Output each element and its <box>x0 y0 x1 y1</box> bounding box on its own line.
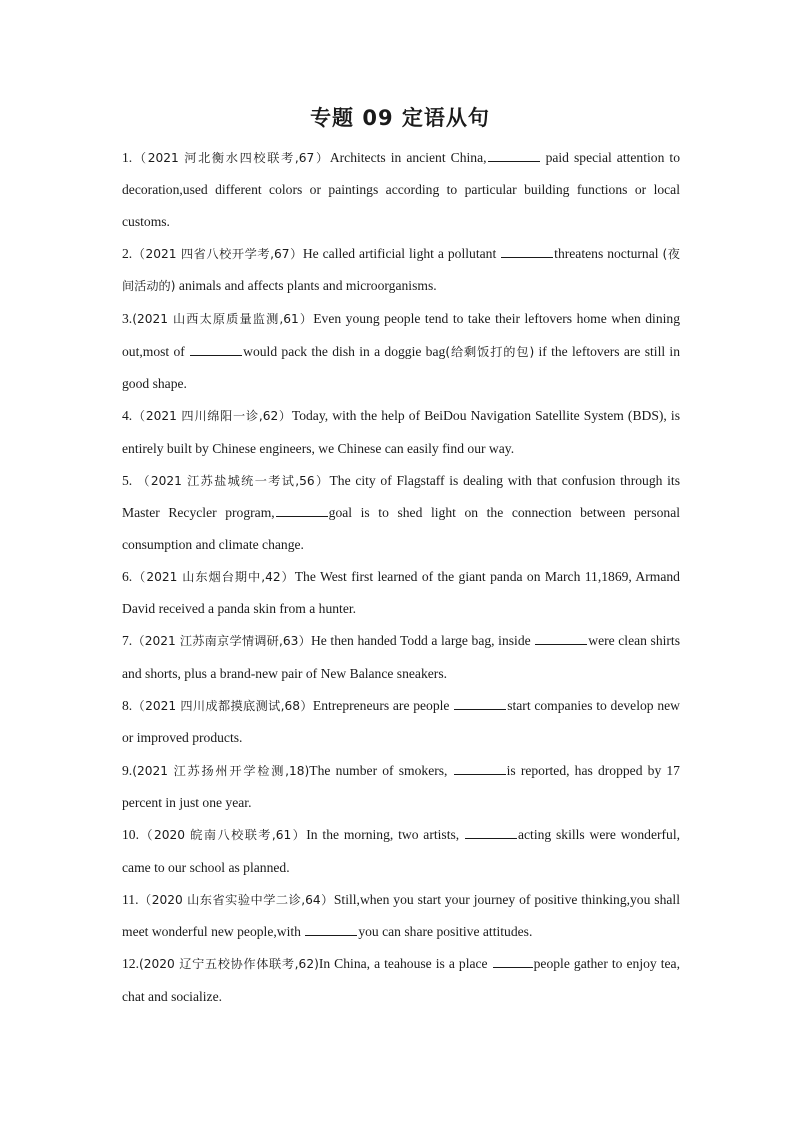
question-source: (2021 江苏扬州开学检测,18) <box>132 763 310 778</box>
question-text-after: you can share positive attitudes. <box>358 924 533 940</box>
question-item-10 <box>122 819 680 883</box>
question-item-3 <box>122 303 680 399</box>
question-text-before: Architects in ancient China, <box>329 150 487 165</box>
question-text-after: were clean shirts and shorts, plus a brand-new pair of New Balance sneakers. <box>122 633 680 681</box>
question-text-before: He called artificial light a pollutant <box>302 245 501 261</box>
question-text-before: He then handed Todd a large bag, inside <box>310 633 535 649</box>
question-number: 11. <box>122 891 139 907</box>
question-source: （2020 皖南八校联考,61） <box>139 828 307 843</box>
question-item-6 <box>122 561 680 625</box>
question-text-after: paid special attention to decoration,used different colors or paintings according to particular building functions or local customs. <box>122 150 680 229</box>
chinese-gloss: (给剩饭打的包) <box>445 344 535 359</box>
question-text-before: In China, a teahouse is a place <box>318 956 492 972</box>
question-text-tail: if the leftovers are still in good shape. <box>122 343 681 392</box>
question-source: （2021 四川绵阳一诊,62） <box>132 409 292 424</box>
question-item-4 <box>122 400 680 464</box>
question-text-after: people gather to enjoy tea, chat and socialize. <box>122 956 680 1004</box>
chinese-gloss: (夜间活动的) <box>122 246 680 294</box>
question-list <box>122 142 680 1013</box>
answer-blank[interactable] <box>488 147 540 162</box>
question-source: （2021 山东烟台期中,42） <box>132 569 295 584</box>
answer-blank[interactable] <box>305 921 357 936</box>
question-number: 6. <box>122 568 133 584</box>
question-source: （2021 江苏南京学情调研,63） <box>132 634 311 649</box>
question-source: （2021 江苏盐城统一考试,56） <box>132 473 330 488</box>
answer-blank[interactable] <box>535 630 587 645</box>
question-text-before: Today, with the help of BeiDou Navigation Satellite System (BDS), is entirely built by Chinese engineers, we Chinese can easily find our way. <box>122 408 680 456</box>
question-number: 1. <box>122 150 133 165</box>
question-number: 7. <box>122 633 133 649</box>
question-number: 5. <box>122 472 133 488</box>
answer-blank[interactable] <box>454 695 506 710</box>
answer-blank[interactable] <box>465 824 517 839</box>
question-text-after: goal is to shed light on the connection between personal consumption and climate change. <box>122 505 680 552</box>
question-number: 8. <box>122 698 133 714</box>
question-item-7 <box>122 625 680 689</box>
answer-blank[interactable] <box>454 760 506 775</box>
answer-blank[interactable] <box>276 502 328 517</box>
question-text-before: Entrepreneurs are people <box>312 698 454 714</box>
question-source: (2020 辽宁五校协作体联考,62) <box>139 957 319 972</box>
question-text-after: is reported, has dropped by 17 percent in just one year. <box>122 762 680 810</box>
question-text-before: The number of smokers, <box>309 762 453 778</box>
question-text-before: The city of Flagstaff is dealing with that confusion through its Master Recycler program, <box>122 472 680 521</box>
question-item-8 <box>122 690 680 754</box>
question-number: 3. <box>122 311 133 327</box>
question-number: 12. <box>122 956 139 972</box>
question-text-before: Still,when you start your journey of positive thinking,you shall meet wonderful new people,with <box>122 891 680 940</box>
question-item-12 <box>122 948 680 1012</box>
question-source: （2021 四川成都摸底测试,68） <box>132 699 313 714</box>
question-number: 4. <box>122 408 133 424</box>
question-text-after: start companies to develop new or improved products. <box>122 698 680 746</box>
question-number: 9. <box>122 762 133 778</box>
question-text-before: In the morning, two artists, <box>306 827 464 843</box>
question-source: (2021 山西太原质量监测,61） <box>132 312 314 327</box>
question-item-5 <box>122 465 680 560</box>
question-text-tail: animals and affects plants and microorganisms. <box>175 278 437 294</box>
question-text-after: acting skills were wonderful, came to our school as planned. <box>122 827 681 875</box>
question-number: 10. <box>122 827 139 843</box>
question-source: （2020 山东省实验中学二诊,64） <box>138 892 334 907</box>
question-item-2 <box>122 238 680 303</box>
answer-blank[interactable] <box>493 953 533 968</box>
question-source: （2021 四省八校开学考,67） <box>132 246 303 261</box>
answer-blank[interactable] <box>190 341 242 356</box>
question-item-1 <box>122 142 680 237</box>
page-title: 专题 09 定语从句 <box>310 106 490 130</box>
question-item-9 <box>122 755 680 819</box>
question-text-after: threatens nocturnal <box>554 245 663 261</box>
question-source: （2021 河北衡水四校联考,67） <box>132 151 330 165</box>
answer-blank[interactable] <box>501 243 553 258</box>
question-text-before: Even young people tend to take their leftovers home when dining out,most of <box>122 311 681 359</box>
question-text-before: The West first learned of the giant panda on March 11,1869, Armand David received a panda skin from a hunter. <box>122 568 680 617</box>
question-text-after: would pack the dish in a doggie bag <box>243 343 446 359</box>
question-number: 2. <box>122 245 133 261</box>
question-item-11 <box>122 884 680 948</box>
